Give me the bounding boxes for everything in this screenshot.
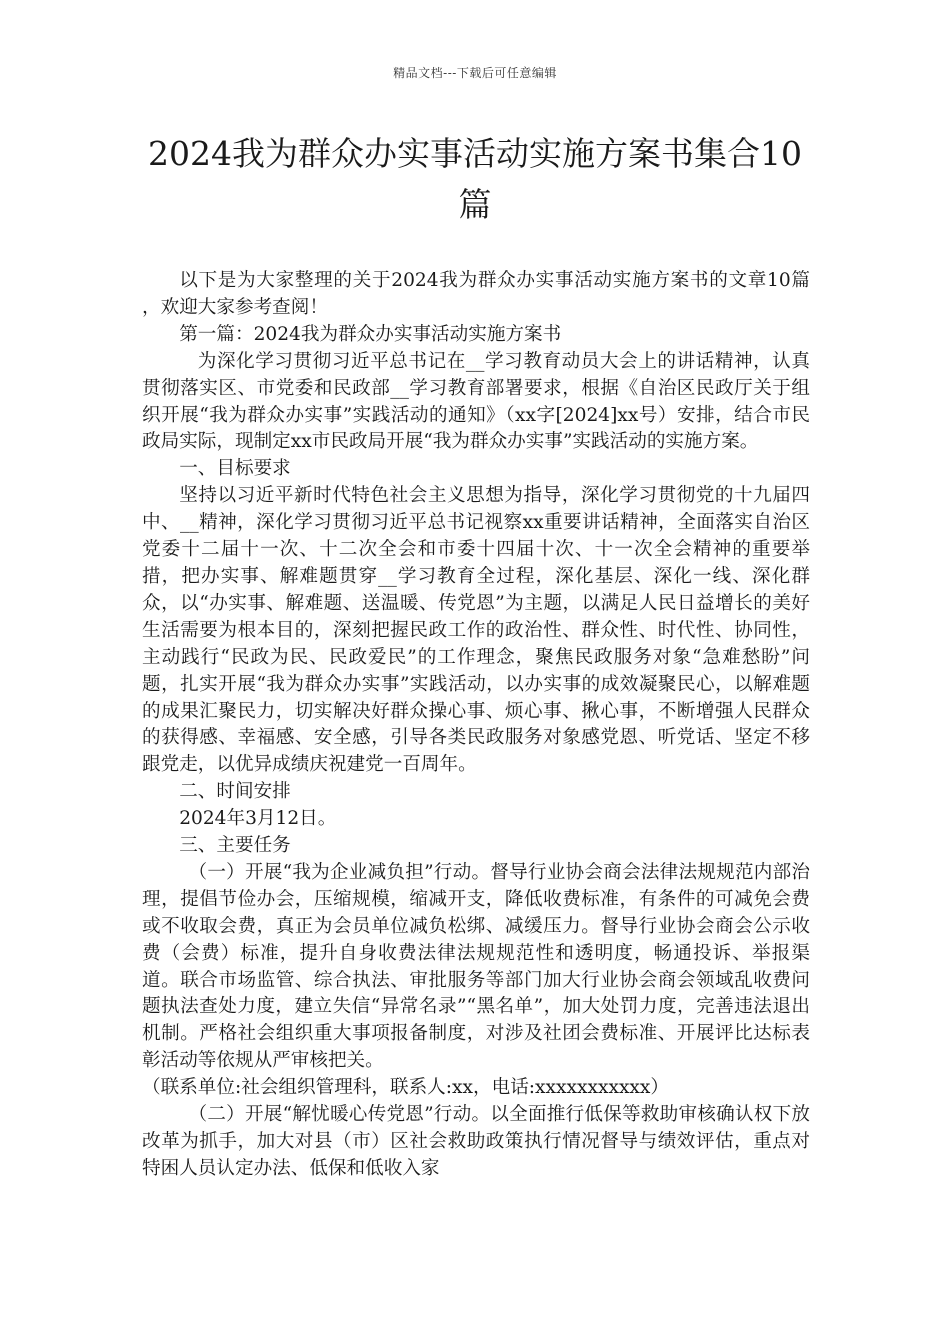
intro-paragraph: 以下是为大家整理的关于2024我为群众办实事活动实施方案书的文章10篇 ，欢迎大家参考查阅！ bbox=[142, 270, 810, 318]
page-header-note: 精品文档---下载后可任意编辑 bbox=[393, 66, 557, 80]
contact-line: （联系单位:社会组织管理科，联系人:xx，电话:xxxxxxxxxxx） bbox=[142, 1077, 669, 1099]
body-paragraph: 2024年3月12日。 bbox=[179, 808, 337, 830]
section-heading: 三、主要任务 bbox=[179, 835, 291, 857]
chapter-heading: 第一篇：2024我为群众办实事活动实施方案书 bbox=[179, 323, 562, 345]
section-heading: 二、时间安排 bbox=[179, 781, 291, 803]
section-heading: 一、目标要求 bbox=[179, 458, 291, 480]
body-paragraph: 为深化学习贯彻习近平总书记在__学习教育动员大会上的讲话精神，认真贯彻落实区、市党委和民政部__学习教育部署要求，根据《自治区民政厅关于组织开展“我为群众办实事”实践活动的通知》（xx字[2024]xx号）安排，结合市民政局实际，现制定xx市民政局开展“我为群众办实事”实践活动的实施方案。 bbox=[142, 350, 810, 453]
document-body bbox=[142, 268, 810, 1183]
body-paragraph: （一）开展“我为企业减负担”行动。督导行业协会商会法律法规规范内部治理，提倡节俭办会，压缩规模，缩减开支，降低收费标准，有条件的可减免会费或不收取会费，真正为会员单位减负松绑、减缓压力。督导行业协会商会公示收费（会费）标准，提升自身收费法律法规规范性和透明度，畅通投诉、举报渠道。联合市场监管、综合执法、审批服务等部门加大行业协会商会领域乱收费问题执法查处力度，建立失信“异常名录”“黑名单”，加大处罚力度，完善违法退出机制。严格社会组织重大事项报备制度，对涉及社团会费标准、开展评比达标表彰活动等依规从严审核把关。 bbox=[142, 861, 810, 1072]
document-title: 2024我为群众办实事活动实施方案书集合10篇 bbox=[148, 134, 802, 224]
body-paragraph: （二）开展“解忧暖心传党恩”行动。以全面推行低保等救助审核确认权下放改革为抓手，加大对县（市）区社会救助政策执行情况督导与绩效评估，重点对特困人员认定办法、低保和低收入家 bbox=[142, 1104, 810, 1179]
body-paragraph: 坚持以习近平新时代特色社会主义思想为指导，深化学习贯彻党的十九届四中、__精神，深化学习贯彻习近平总书记视察xx重要讲话精神，全面落实自治区党委十二届十一次、十二次全会和市委十四届十次、十一次全会精神的重要举措，把办实事、解难题贯穿__学习教育全过程，深化基层、深化一线、深化群众，以“办实事、解难题、送温暖、传党恩”为主题，以满足人民日益增长的美好生活需要为根本目的，深刻把握民政工作的政治性、群众性、时代性、协同性，主动践行“民政为民、民政爱民”的工作理念，聚焦民政服务对象“急难愁盼”问题，扎实开展“我为群众办实事”实践活动，以办实事的成效凝聚民心，以解难题的成果汇聚民力，切实解决好群众操心事、烦心事、揪心事，不断增强人民群众的获得感、幸福感、安全感，引导各类民政服务对象感党恩、听党话、坚定不移跟党走，以优异成绩庆祝建党一百周年。 bbox=[142, 485, 810, 776]
